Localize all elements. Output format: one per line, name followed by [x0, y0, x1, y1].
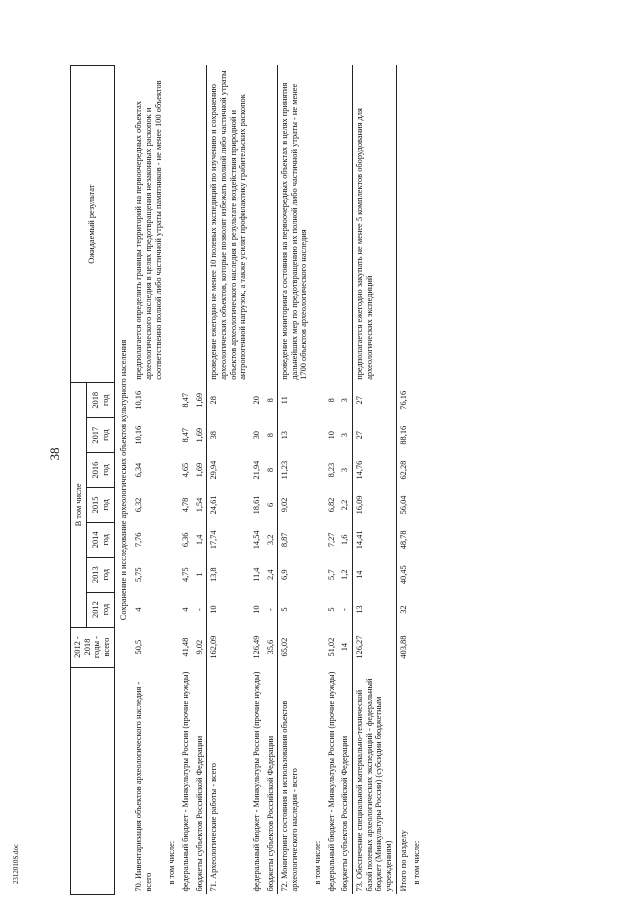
row-year-value: 4,65: [180, 462, 190, 478]
row-year-value: 29,94: [207, 453, 250, 488]
row-year-value: [165, 453, 179, 488]
row-year-value: 8: [265, 433, 275, 438]
row-year-value: 6,9: [278, 557, 311, 592]
row-year-value: 10,16: [134, 425, 144, 445]
row-year-value: 6,82: [326, 497, 336, 513]
row-year-value: 30: [251, 431, 261, 440]
row-result: предполагается ежегодно закупать не менее 5 комплектов оборудования для археологических экспедиций: [353, 66, 397, 383]
row-total: 35,6: [265, 639, 275, 655]
row-year-value: 24,61: [207, 488, 250, 523]
row-year-value: 13,8: [207, 557, 250, 592]
row-year-value: 5: [326, 607, 336, 612]
row-year-value: 7,27: [326, 532, 336, 548]
row-year-value: 14,54: [251, 530, 261, 550]
row-total: 41,48: [180, 637, 190, 657]
row-year-value: 5,7: [326, 569, 336, 580]
row-total: [165, 627, 179, 667]
header-year: 2018 год: [87, 383, 114, 418]
row-year-value: -: [265, 608, 275, 611]
row-name: 71. Археологические работы - всего: [207, 667, 250, 894]
table-row: [264, 66, 278, 895]
table-row: [338, 66, 352, 895]
row-name: 73. Обеспечение специальной материально-технической базой полевых археологических экспедиций - федеральный бюджет (Минкультуры России) (субсидии бюджетным учреждениям): [353, 667, 397, 894]
row-year-value: 40,45: [396, 557, 410, 592]
row-year-value: 6,34: [134, 462, 144, 478]
row-year-value: 88,16: [396, 418, 410, 453]
header-name-cell: [71, 667, 115, 894]
row-year-value: [165, 592, 179, 627]
row-year-value: 8: [265, 398, 275, 403]
row-year-value: 3,2: [265, 534, 275, 546]
row-year-value: 32: [396, 592, 410, 627]
row-year-value: 62,28: [396, 453, 410, 488]
row-year-value: [410, 418, 424, 453]
row-year-value: [311, 522, 325, 557]
row-year-value: 10: [251, 605, 261, 614]
row-year-value: 16,09: [353, 488, 397, 523]
row-year-value: 13: [353, 592, 397, 627]
table-row: [250, 66, 264, 895]
row-year-value: 4,75: [180, 567, 190, 583]
row-year-value: 7,76: [134, 532, 144, 548]
row-year-value: 1,4: [194, 534, 204, 546]
row-name: федеральный бюджет - Минкультуры России (прочие нужды): [326, 671, 336, 892]
row-year-value: 14: [353, 557, 397, 592]
row-year-value: 10: [207, 592, 250, 627]
header-year: 2017 год: [87, 418, 114, 453]
row-year-value: 38: [207, 418, 250, 453]
row-year-value: 10,16: [134, 390, 144, 410]
row-result: [396, 66, 410, 383]
table-row: [165, 66, 179, 895]
row-result: предполагается определить границы территорий на первоочередных объектах археологического наследия в целях предотвращения незаконных раскопок и соответственно полной либо частичной утраты памятников - не менее 100 объектов: [134, 80, 163, 380]
row-name: 70. Инвентаризация объектов археологического наследия - всего: [134, 681, 153, 892]
table-row: [179, 66, 193, 895]
table-row: [325, 66, 339, 895]
table-row: [311, 66, 325, 895]
header-result: Ожидаемый результат: [71, 66, 115, 383]
row-year-value: 5: [278, 592, 311, 627]
row-result: проведение мониторинга состояния на первоочередных объектах в целях принятия дальнейших мер по предотвращению их полной либо частичной утраты - не менее 1700 объектов археологического наследия: [278, 66, 311, 383]
table-row: [278, 66, 311, 895]
row-name: бюджеты субъектов Российской Федерации: [194, 735, 204, 892]
section-title: Сохранение и исследование археологических объектов культурного населения: [118, 339, 128, 621]
row-year-value: 3: [340, 398, 350, 403]
row-year-value: 17,74: [207, 522, 250, 557]
header-year: 2013 год: [87, 557, 114, 592]
row-year-value: 4: [134, 607, 144, 612]
row-total: [410, 627, 424, 667]
row-year-value: 76,16: [396, 383, 410, 418]
row-year-value: 21,94: [251, 460, 261, 480]
row-year-value: [410, 383, 424, 418]
row-year-value: -: [194, 608, 204, 611]
row-year-value: 28: [207, 383, 250, 418]
row-year-value: 8,23: [326, 462, 336, 478]
row-year-value: [165, 418, 179, 453]
row-result: [165, 66, 179, 383]
row-year-value: 56,04: [396, 488, 410, 523]
row-year-value: 6,32: [134, 497, 144, 513]
table-row: [353, 66, 397, 895]
row-year-value: 8: [265, 467, 275, 473]
row-year-value: 2,4: [265, 569, 275, 580]
row-name: федеральный бюджет - Минкультуры России (прочие нужды): [251, 671, 261, 892]
row-name: Итого по разделу: [396, 667, 410, 894]
row-year-value: [165, 383, 179, 418]
row-year-value: 1,2: [340, 569, 350, 580]
row-year-value: [311, 592, 325, 627]
header-year: 2016 год: [87, 453, 114, 488]
row-year-value: 11: [278, 383, 311, 418]
row-result: [264, 66, 278, 383]
row-name: бюджеты субъектов Российской Федерации: [265, 735, 275, 892]
row-result: проведение ежегодно не менее 10 полевых экспедиций по изучению и сохранению археологических объектов, которые позволят избежать полной либо частичной утраты объектов археологического наследия в результате воздействия природной и антропогенной нагрузок, а также усилят профилактику грабительских раскопок: [207, 66, 250, 383]
row-year-value: 1,54: [194, 497, 204, 513]
row-total: 50,5: [134, 639, 144, 655]
row-year-value: 10: [326, 431, 336, 440]
row-total: 162,09: [207, 627, 250, 667]
header-year: 2014 год: [87, 522, 114, 557]
row-result: [250, 66, 264, 383]
row-total: 126,27: [353, 627, 397, 667]
row-name: в том числе:: [412, 840, 422, 885]
row-total: 403,88: [396, 627, 410, 667]
rotated-table-container: [70, 65, 585, 895]
row-year-value: 3: [340, 467, 350, 473]
row-year-value: 27: [353, 383, 397, 418]
row-year-value: 1,6: [340, 534, 350, 546]
row-name: 72. Мониторинг состояния и использования объектов археологического наследия - всего: [278, 667, 311, 894]
row-year-value: 27: [353, 418, 397, 453]
row-result: [311, 66, 325, 383]
row-year-value: 4,78: [180, 497, 190, 513]
row-year-value: [165, 488, 179, 523]
row-total: 51,02: [326, 637, 336, 657]
row-year-value: 48,78: [396, 522, 410, 557]
row-year-value: -: [340, 608, 350, 611]
table-row: [396, 66, 410, 895]
row-year-value: 18,61: [251, 495, 261, 515]
page-number: 38: [47, 447, 62, 461]
program-table: [70, 65, 424, 895]
row-name: в том числе:: [167, 840, 177, 885]
row-year-value: [165, 557, 179, 592]
row-year-value: 1,69: [194, 392, 204, 408]
row-year-value: 1,69: [194, 427, 204, 443]
row-year-value: [410, 488, 424, 523]
row-year-value: 8,87: [278, 522, 311, 557]
row-name: федеральный бюджет - Минкультуры России (прочие нужды): [180, 671, 190, 892]
table-row: [207, 66, 250, 895]
row-year-value: 2,2: [340, 499, 350, 511]
row-year-value: [311, 418, 325, 453]
row-year-value: [165, 522, 179, 557]
row-year-value: 5,75: [134, 567, 144, 583]
row-year-value: 20: [251, 396, 261, 405]
row-year-value: [311, 453, 325, 488]
row-year-value: 8,47: [180, 392, 190, 408]
row-year-value: 11,23: [278, 453, 311, 488]
row-result: [338, 66, 352, 383]
row-total: 126,49: [251, 635, 261, 659]
header-year: 2015 год: [87, 488, 114, 523]
row-total: [311, 627, 325, 667]
row-result: [179, 66, 193, 383]
table-row: [410, 66, 424, 895]
row-total: 65,02: [278, 627, 311, 667]
header-in-that-number: В том числе: [71, 383, 87, 627]
row-year-value: 3: [340, 433, 350, 438]
row-year-value: 4: [180, 607, 190, 612]
table-row: [193, 66, 207, 895]
footer-code: 2312010S.doc: [12, 843, 20, 885]
row-year-value: [311, 557, 325, 592]
row-year-value: [410, 592, 424, 627]
row-year-value: [410, 522, 424, 557]
row-result: [410, 66, 424, 383]
table-row: [132, 66, 165, 895]
row-year-value: 14,41: [353, 522, 397, 557]
row-year-value: 14,76: [353, 453, 397, 488]
row-total: 9,02: [194, 639, 204, 655]
row-year-value: 9,02: [278, 488, 311, 523]
row-year-value: 6: [265, 502, 275, 508]
header-year: 2012 год: [87, 592, 114, 627]
row-year-value: [311, 488, 325, 523]
row-name: в том числе:: [313, 840, 323, 885]
row-result: [193, 66, 207, 383]
row-year-value: 13: [278, 418, 311, 453]
row-year-value: 8: [326, 398, 336, 403]
row-year-value: 1,69: [194, 462, 204, 478]
row-year-value: [410, 557, 424, 592]
row-year-value: 6,36: [180, 532, 190, 548]
row-year-value: [311, 383, 325, 418]
row-name: бюджеты субъектов Российской Федерации: [340, 735, 350, 892]
row-total: 14: [340, 642, 350, 652]
header-total: 2012 - 2018 годы - всего: [71, 627, 115, 667]
row-year-value: 1: [194, 572, 204, 577]
row-year-value: 11,4: [251, 567, 261, 582]
row-year-value: [410, 453, 424, 488]
row-year-value: 8,47: [180, 427, 190, 443]
row-result: [325, 66, 339, 383]
